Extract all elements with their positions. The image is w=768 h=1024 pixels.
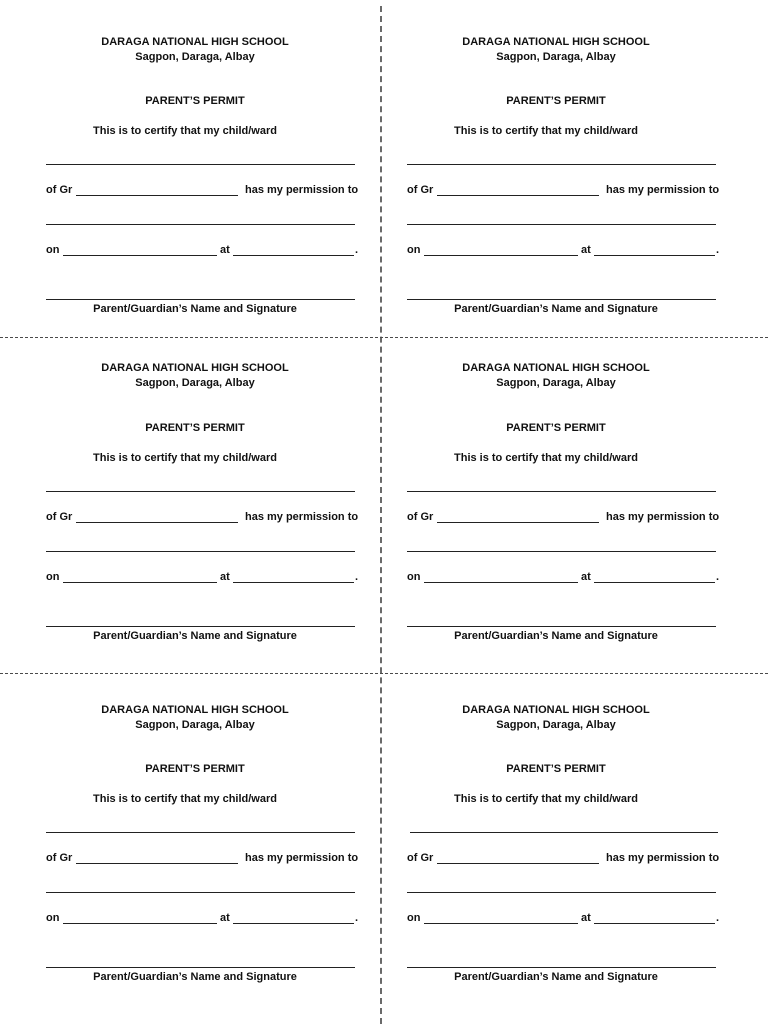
- permit-slip: [30, 698, 360, 1018]
- grade-blank[interactable]: [437, 522, 599, 523]
- school-address: Sagpon, Daraga, Albay: [496, 377, 616, 389]
- at-label: at: [220, 244, 230, 256]
- certify-text: This is to certify that my child/ward: [454, 452, 638, 464]
- permission-text: has my permission to: [245, 184, 359, 196]
- school-name: DARAGA NATIONAL HIGH SCHOOL: [462, 36, 650, 48]
- permit-title: PARENT’S PERMIT: [506, 422, 606, 434]
- permission-text: has my permission to: [606, 511, 720, 523]
- at-label: at: [220, 571, 230, 583]
- student-name-blank[interactable]: [407, 491, 716, 492]
- school-name: DARAGA NATIONAL HIGH SCHOOL: [101, 362, 289, 374]
- certify-text: This is to certify that my child/ward: [454, 125, 638, 137]
- period: .: [355, 244, 359, 256]
- school-name: DARAGA NATIONAL HIGH SCHOOL: [462, 362, 650, 374]
- certify-text: This is to certify that my child/ward: [93, 793, 277, 805]
- grade-label: of Gr: [46, 852, 73, 864]
- period: .: [716, 912, 720, 924]
- period: .: [355, 571, 359, 583]
- signature-blank[interactable]: [407, 967, 716, 968]
- on-label: on: [46, 244, 60, 256]
- grade-blank[interactable]: [76, 522, 238, 523]
- date-blank[interactable]: [63, 255, 217, 256]
- on-label: on: [46, 912, 60, 924]
- period: .: [716, 571, 720, 583]
- on-label: on: [407, 912, 421, 924]
- certify-text: This is to certify that my child/ward: [93, 452, 277, 464]
- signature-blank[interactable]: [46, 299, 355, 300]
- signature-label: Parent/Guardian’s Name and Signature: [93, 971, 297, 983]
- date-blank[interactable]: [424, 582, 578, 583]
- vertical-cut-line: [380, 6, 382, 1024]
- date-blank[interactable]: [63, 923, 217, 924]
- place-blank[interactable]: [594, 923, 715, 924]
- permit-slip: [30, 357, 360, 677]
- at-label: at: [581, 912, 591, 924]
- place-blank[interactable]: [594, 255, 715, 256]
- date-blank[interactable]: [63, 582, 217, 583]
- activity-blank[interactable]: [407, 551, 716, 552]
- school-name: DARAGA NATIONAL HIGH SCHOOL: [101, 704, 289, 716]
- place-blank[interactable]: [233, 582, 354, 583]
- period: .: [355, 912, 359, 924]
- permission-text: has my permission to: [245, 852, 359, 864]
- student-name-blank[interactable]: [410, 832, 718, 833]
- signature-blank[interactable]: [46, 626, 355, 627]
- school-address: Sagpon, Daraga, Albay: [135, 377, 255, 389]
- signature-label: Parent/Guardian’s Name and Signature: [454, 630, 658, 642]
- permit-title: PARENT’S PERMIT: [506, 95, 606, 107]
- activity-blank[interactable]: [46, 224, 355, 225]
- school-address: Sagpon, Daraga, Albay: [496, 719, 616, 731]
- permit-slip: [391, 30, 721, 350]
- permission-text: has my permission to: [606, 184, 720, 196]
- grade-label: of Gr: [407, 184, 434, 196]
- permit-slip: [391, 357, 721, 677]
- school-address: Sagpon, Daraga, Albay: [135, 51, 255, 63]
- signature-label: Parent/Guardian’s Name and Signature: [93, 303, 297, 315]
- signature-label: Parent/Guardian’s Name and Signature: [454, 303, 658, 315]
- grade-blank[interactable]: [437, 863, 599, 864]
- permit-slip: [30, 30, 360, 350]
- place-blank[interactable]: [233, 255, 354, 256]
- date-blank[interactable]: [424, 255, 578, 256]
- activity-blank[interactable]: [407, 892, 716, 893]
- on-label: on: [407, 244, 421, 256]
- student-name-blank[interactable]: [46, 832, 355, 833]
- grade-blank[interactable]: [437, 195, 599, 196]
- at-label: at: [220, 912, 230, 924]
- at-label: at: [581, 244, 591, 256]
- period: .: [716, 244, 720, 256]
- activity-blank[interactable]: [46, 892, 355, 893]
- grade-label: of Gr: [407, 511, 434, 523]
- on-label: on: [46, 571, 60, 583]
- certify-text: This is to certify that my child/ward: [93, 125, 277, 137]
- grade-label: of Gr: [46, 184, 73, 196]
- student-name-blank[interactable]: [407, 164, 716, 165]
- grade-blank[interactable]: [76, 863, 238, 864]
- grade-blank[interactable]: [76, 195, 238, 196]
- permission-text: has my permission to: [245, 511, 359, 523]
- student-name-blank[interactable]: [46, 164, 355, 165]
- certify-text: This is to certify that my child/ward: [454, 793, 638, 805]
- school-name: DARAGA NATIONAL HIGH SCHOOL: [462, 704, 650, 716]
- permit-title: PARENT’S PERMIT: [145, 95, 245, 107]
- permit-slip: [391, 698, 721, 1018]
- permission-text: has my permission to: [606, 852, 720, 864]
- on-label: on: [407, 571, 421, 583]
- place-blank[interactable]: [233, 923, 354, 924]
- permit-title: PARENT’S PERMIT: [145, 422, 245, 434]
- permit-title: PARENT’S PERMIT: [506, 763, 606, 775]
- at-label: at: [581, 571, 591, 583]
- signature-label: Parent/Guardian’s Name and Signature: [93, 630, 297, 642]
- permit-title: PARENT’S PERMIT: [145, 763, 245, 775]
- signature-blank[interactable]: [407, 626, 716, 627]
- student-name-blank[interactable]: [46, 491, 355, 492]
- grade-label: of Gr: [407, 852, 434, 864]
- grade-label: of Gr: [46, 511, 73, 523]
- school-name: DARAGA NATIONAL HIGH SCHOOL: [101, 36, 289, 48]
- activity-blank[interactable]: [407, 224, 716, 225]
- signature-blank[interactable]: [407, 299, 716, 300]
- place-blank[interactable]: [594, 582, 715, 583]
- school-address: Sagpon, Daraga, Albay: [496, 51, 616, 63]
- date-blank[interactable]: [424, 923, 578, 924]
- signature-label: Parent/Guardian’s Name and Signature: [454, 971, 658, 983]
- school-address: Sagpon, Daraga, Albay: [135, 719, 255, 731]
- signature-blank[interactable]: [46, 967, 355, 968]
- activity-blank[interactable]: [46, 551, 355, 552]
